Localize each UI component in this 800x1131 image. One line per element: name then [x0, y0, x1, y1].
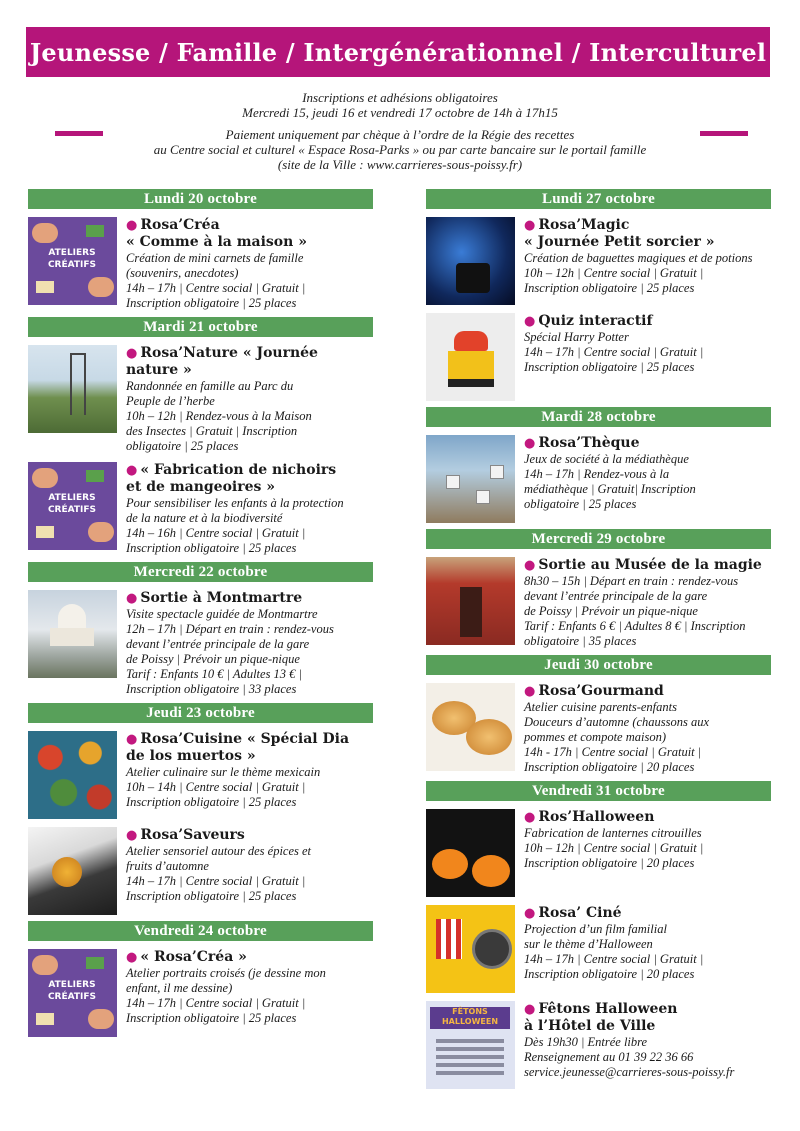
- event-desc: Pour sensibiliser les enfants à la protection: [126, 496, 344, 510]
- event-info: 8h30 – 15h | Départ en train : rendez-vous: [524, 574, 739, 588]
- event-title: Rosa’Gourmand: [538, 683, 664, 699]
- intro-line-1: Inscriptions et adhésions obligatoires: [302, 90, 498, 105]
- event-info: 10h – 12h | Centre social | Gratuit |: [524, 266, 704, 280]
- day-header: Mercredi 29 octobre: [426, 529, 771, 549]
- day-header: Lundi 27 octobre: [426, 189, 771, 209]
- event-info: Inscription obligatoire | 20 places: [524, 856, 695, 870]
- halloween-poster-image: [426, 1001, 515, 1089]
- event-title: Rosa’Créa: [140, 217, 220, 233]
- day-header: Vendredi 24 octobre: [28, 921, 373, 941]
- event-rosa-saveurs: [28, 827, 373, 915]
- spices-image: [28, 827, 117, 915]
- event-rosa-magic: [426, 217, 771, 305]
- event-info: Inscription obligatoire | 20 places: [524, 760, 695, 774]
- event-desc: Randonnée en famille au Parc du: [126, 379, 294, 393]
- ateliers-creatifs-label: ATELIERS CRÉATIFS: [47, 980, 97, 1002]
- day-header: Vendredi 31 octobre: [426, 781, 771, 801]
- event-info: 14h - 17h | Centre social | Gratuit |: [524, 745, 702, 759]
- event-title: Rosa’Thèque: [538, 435, 640, 451]
- event-title: Fêtons Halloween: [538, 1001, 678, 1017]
- bullet-icon: ●: [524, 810, 536, 825]
- event-desc: Fabrication de lanternes citrouilles: [524, 826, 702, 840]
- bullet-icon: ●: [524, 906, 536, 921]
- event-desc: pommes et compote maison): [524, 730, 666, 744]
- event-desc: Douceurs d’automne (chaussons aux: [524, 715, 710, 729]
- event-title: Rosa’Saveurs: [140, 827, 245, 843]
- event-rosa-theque: [426, 435, 771, 523]
- event-desc: de la nature et à la biodiversité: [126, 511, 283, 525]
- event-title: Sortie au Musée de la magie: [538, 557, 762, 573]
- event-info: Renseignement au 01 39 22 36 66: [524, 1050, 694, 1064]
- event-info: obligatoire | 25 places: [524, 497, 637, 511]
- event-desc: Atelier sensoriel autour des épices et: [126, 844, 312, 858]
- left-column: [28, 189, 373, 1043]
- mexican-food-image: [28, 731, 117, 819]
- event-desc: Atelier culinaire sur le thème mexicain: [126, 765, 321, 779]
- day-header: Mardi 21 octobre: [28, 317, 373, 337]
- event-info: 14h – 17h | Rendez-vous à la: [524, 467, 670, 481]
- event-info: 14h – 17h | Centre social | Gratuit |: [524, 345, 704, 359]
- popcorn-film-image: [426, 905, 515, 993]
- bullet-icon: ●: [126, 732, 138, 747]
- event-rosa-gourmand: [426, 683, 771, 775]
- event-title: Sortie à Montmartre: [140, 590, 303, 606]
- intro-line-2: Mercredi 15, jeudi 16 et vendredi 17 octobre de 14h à 17h15: [242, 105, 558, 120]
- page-title: Jeunesse / Famille / Intergénérationnel / Interculturel: [29, 37, 767, 67]
- event-rosa-cine: [426, 905, 771, 993]
- event-subtitle: de los muertos »: [126, 748, 256, 764]
- event-info: 10h – 14h | Centre social | Gratuit |: [126, 780, 306, 794]
- event-desc: Atelier cuisine parents-enfants: [524, 700, 677, 714]
- event-quiz: [426, 313, 771, 401]
- bullet-icon: ●: [524, 218, 536, 233]
- event-montmartre: [28, 590, 373, 697]
- event-info: devant l’entrée principale de la gare: [524, 589, 708, 603]
- ateliers-creatifs-image: [28, 462, 117, 550]
- event-info: devant l’entrée principale de la gare: [126, 637, 310, 651]
- event-ros-halloween: [426, 809, 771, 897]
- event-desc: Visite spectacle guidée de Montmartre: [126, 607, 318, 621]
- intro-payment: [0, 127, 800, 172]
- event-info: médiathèque | Gratuit| Inscription: [524, 482, 696, 496]
- day-header: Jeudi 30 octobre: [426, 655, 771, 675]
- event-title: « Fabrication de nichoirs: [140, 462, 337, 478]
- event-title: Rosa’ Ciné: [538, 905, 622, 921]
- bullet-icon: ●: [126, 463, 138, 478]
- event-fetons-halloween: [426, 1001, 771, 1089]
- event-musee-magie: [426, 557, 771, 649]
- event-rosa-nature: [28, 345, 373, 454]
- nature-park-image: [28, 345, 117, 433]
- event-info: 12h – 17h | Départ en train : rendez-vous: [126, 622, 334, 636]
- event-nichoirs: [28, 462, 373, 556]
- bullet-icon: ●: [126, 218, 138, 233]
- day-header: Jeudi 23 octobre: [28, 703, 373, 723]
- event-title: Rosa’Cuisine « Spécial Dia: [140, 731, 350, 747]
- event-desc: Atelier portraits croisés (je dessine mon: [126, 966, 326, 980]
- ateliers-creatifs-label: ATELIERS CRÉATIFS: [47, 493, 97, 515]
- ateliers-creatifs-image: [28, 949, 117, 1037]
- pastries-image: [426, 683, 515, 771]
- intro-line-3: Paiement uniquement par chèque à l’ordre de la Régie des recettes: [225, 127, 575, 142]
- event-info: Inscription obligatoire | 25 places: [126, 296, 297, 310]
- event-desc: Création de baguettes magiques et de potions: [524, 251, 753, 265]
- event-info: Tarif : Enfants 6 € | Adultes 8 € | Inscription: [524, 619, 746, 633]
- event-info: Tarif : Enfants 10 € | Adultes 13 € |: [126, 667, 302, 681]
- event-info: Inscription obligatoire | 25 places: [126, 541, 297, 555]
- bullet-icon: ●: [524, 1002, 536, 1017]
- event-info: Inscription obligatoire | 25 places: [524, 281, 695, 295]
- event-info: 14h – 16h | Centre social | Gratuit |: [126, 526, 306, 540]
- event-info: de Poissy | Prévoir un pique-nique: [126, 652, 300, 666]
- event-info: 14h – 17h | Centre social | Gratuit |: [524, 952, 704, 966]
- bullet-icon: ●: [524, 558, 536, 573]
- event-desc: (souvenirs, anecdotes): [126, 266, 239, 280]
- bullet-icon: ●: [126, 591, 138, 606]
- event-info: Inscription obligatoire | 33 places: [126, 682, 297, 696]
- magic-museum-image: [426, 557, 515, 645]
- day-header: Mercredi 22 octobre: [28, 562, 373, 582]
- event-desc: fruits d’automne: [126, 859, 209, 873]
- bullet-icon: ●: [126, 346, 138, 361]
- event-info: 14h – 17h | Centre social | Gratuit |: [126, 281, 306, 295]
- event-info: 10h – 12h | Rendez-vous à la Maison: [126, 409, 312, 423]
- right-column: [426, 189, 771, 1095]
- bullet-icon: ●: [524, 314, 536, 329]
- page-title-banner: [26, 27, 770, 77]
- event-subtitle: à l’Hôtel de Ville: [524, 1018, 656, 1034]
- event-subtitle: « Comme à la maison »: [126, 234, 307, 250]
- bullet-icon: ●: [524, 684, 536, 699]
- event-subtitle: et de mangeoires »: [126, 479, 276, 495]
- event-info: obligatoire | 25 places: [126, 439, 239, 453]
- event-info: 14h – 17h | Centre social | Gratuit |: [126, 874, 306, 888]
- event-info: Inscription obligatoire | 25 places: [524, 360, 695, 374]
- intro-registration: [0, 90, 800, 120]
- intro-line-4: au Centre social et culturel « Espace Rosa-Parks » ou par carte bancaire sur le portail famille: [153, 142, 647, 157]
- buzzer-image: [426, 313, 515, 401]
- montmartre-image: [28, 590, 117, 678]
- event-desc: sur le thème d’Halloween: [524, 937, 653, 951]
- event-info: de Poissy | Prévoir un pique-nique: [524, 604, 698, 618]
- board-games-image: [426, 435, 515, 523]
- event-rosa-cuisine: [28, 731, 373, 819]
- event-desc: Jeux de société à la médiathèque: [524, 452, 689, 466]
- event-desc: Création de mini carnets de famille: [126, 251, 304, 265]
- ateliers-creatifs-image: [28, 217, 117, 305]
- event-rosa-crea: [28, 217, 373, 311]
- event-info: des Insectes | Gratuit | Inscription: [126, 424, 298, 438]
- intro-line-5: (site de la Ville : www.carrieres-sous-poissy.fr): [277, 157, 523, 172]
- day-header: Lundi 20 octobre: [28, 189, 373, 209]
- event-subtitle: « Journée Petit sorcier »: [524, 234, 715, 250]
- bullet-icon: ●: [524, 436, 536, 451]
- event-title: « Rosa’Créa »: [140, 949, 247, 965]
- event-info: 10h – 12h | Centre social | Gratuit |: [524, 841, 704, 855]
- pumpkins-image: [426, 809, 515, 897]
- day-header: Mardi 28 octobre: [426, 407, 771, 427]
- event-title: Rosa’Nature « Journée nature »: [126, 345, 318, 378]
- magic-hat-image: [426, 217, 515, 305]
- contact-email[interactable]: service.jeunesse@carrieres-sous-poissy.fr: [524, 1065, 735, 1079]
- event-info: obligatoire | 35 places: [524, 634, 637, 648]
- event-info: 14h – 17h | Centre social | Gratuit |: [126, 996, 306, 1010]
- event-title: Ros’Halloween: [538, 809, 655, 825]
- event-desc: enfant, il me dessine): [126, 981, 233, 995]
- event-info: Inscription obligatoire | 25 places: [126, 889, 297, 903]
- ateliers-creatifs-label: ATELIERS CRÉATIFS: [47, 248, 97, 270]
- bullet-icon: ●: [126, 828, 138, 843]
- poster-heading: FÊTONS HALLOWEEN: [430, 1007, 510, 1029]
- event-info: Inscription obligatoire | 25 places: [126, 1011, 297, 1025]
- event-title: Rosa’Magic: [538, 217, 630, 233]
- event-info: Inscription obligatoire | 25 places: [126, 795, 297, 809]
- bullet-icon: ●: [126, 950, 138, 965]
- event-desc: Projection d’un film familial: [524, 922, 667, 936]
- event-desc: Spécial Harry Potter: [524, 330, 629, 344]
- event-info: Dès 19h30 | Entrée libre: [524, 1035, 648, 1049]
- event-info: Inscription obligatoire | 20 places: [524, 967, 695, 981]
- event-rosa-crea-portraits: [28, 949, 373, 1037]
- event-title: Quiz interactif: [538, 313, 653, 329]
- event-desc: Peuple de l’herbe: [126, 394, 215, 408]
